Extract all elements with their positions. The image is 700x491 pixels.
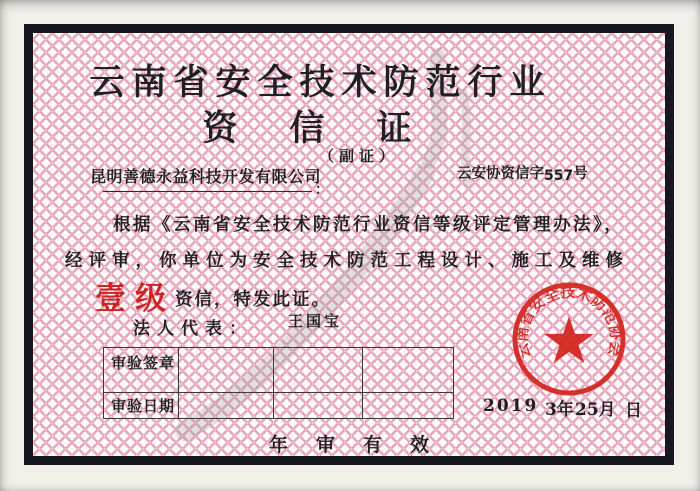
certificate-title-line1: 云南省安全技术防范行业 (89, 62, 552, 103)
review-date-cell-3 (363, 393, 453, 418)
certificate-number-value: 557 (544, 168, 574, 184)
issue-date-day-char: 日 (625, 401, 642, 421)
table-row-seal (104, 348, 453, 392)
certificate-number-prefix: 云安协资信字 (457, 165, 544, 182)
certificate-number (457, 162, 588, 183)
review-seal-cell-3 (363, 348, 453, 392)
company-name-underline (103, 191, 312, 192)
association-seal (509, 279, 629, 399)
legal-representative-name: 王国宝 (288, 312, 343, 330)
company-name: 昆明善德永益科技开发有限公司 (90, 167, 322, 186)
body-text-line2: 经评审，你单位为安全技术防范工程设计、施工及维修 (65, 251, 629, 271)
certificate-number-suffix: 号 (573, 165, 588, 182)
seal-star-icon (544, 316, 593, 363)
review-seal-cell-1 (179, 348, 274, 392)
company-line-colon: ： (315, 182, 329, 198)
review-table (103, 347, 454, 419)
body-text-line1: 根据《云南省安全技术防范行业资信等级评定管理办法》， (113, 215, 625, 235)
issue-date-month: 3年 (545, 400, 574, 420)
review-date-cell-2 (274, 393, 363, 418)
legal-representative-label: 法人代表： (133, 319, 253, 339)
issue-date-day: 25月 (575, 400, 616, 420)
table-row-date (104, 392, 453, 418)
review-seal-cell-2 (274, 348, 363, 392)
review-date-cell-1 (179, 393, 274, 418)
annual-review-note: 年审有效 (268, 434, 457, 456)
certificate-title-line2: 资信证 (202, 108, 464, 149)
grade-value: 壹级 (95, 281, 175, 317)
review-seal-label: 审验签章 (104, 348, 179, 392)
certificate-frame (24, 24, 674, 465)
issue-date-year: 2019 (483, 396, 539, 416)
seal-rim-text: 云南省安全技术防范协会 (512, 282, 626, 361)
certificate-subtitle: （副证） (318, 147, 399, 165)
grade-suffix-text: 资信，特发此证。 (175, 290, 331, 310)
review-date-label: 审验日期 (104, 393, 179, 418)
